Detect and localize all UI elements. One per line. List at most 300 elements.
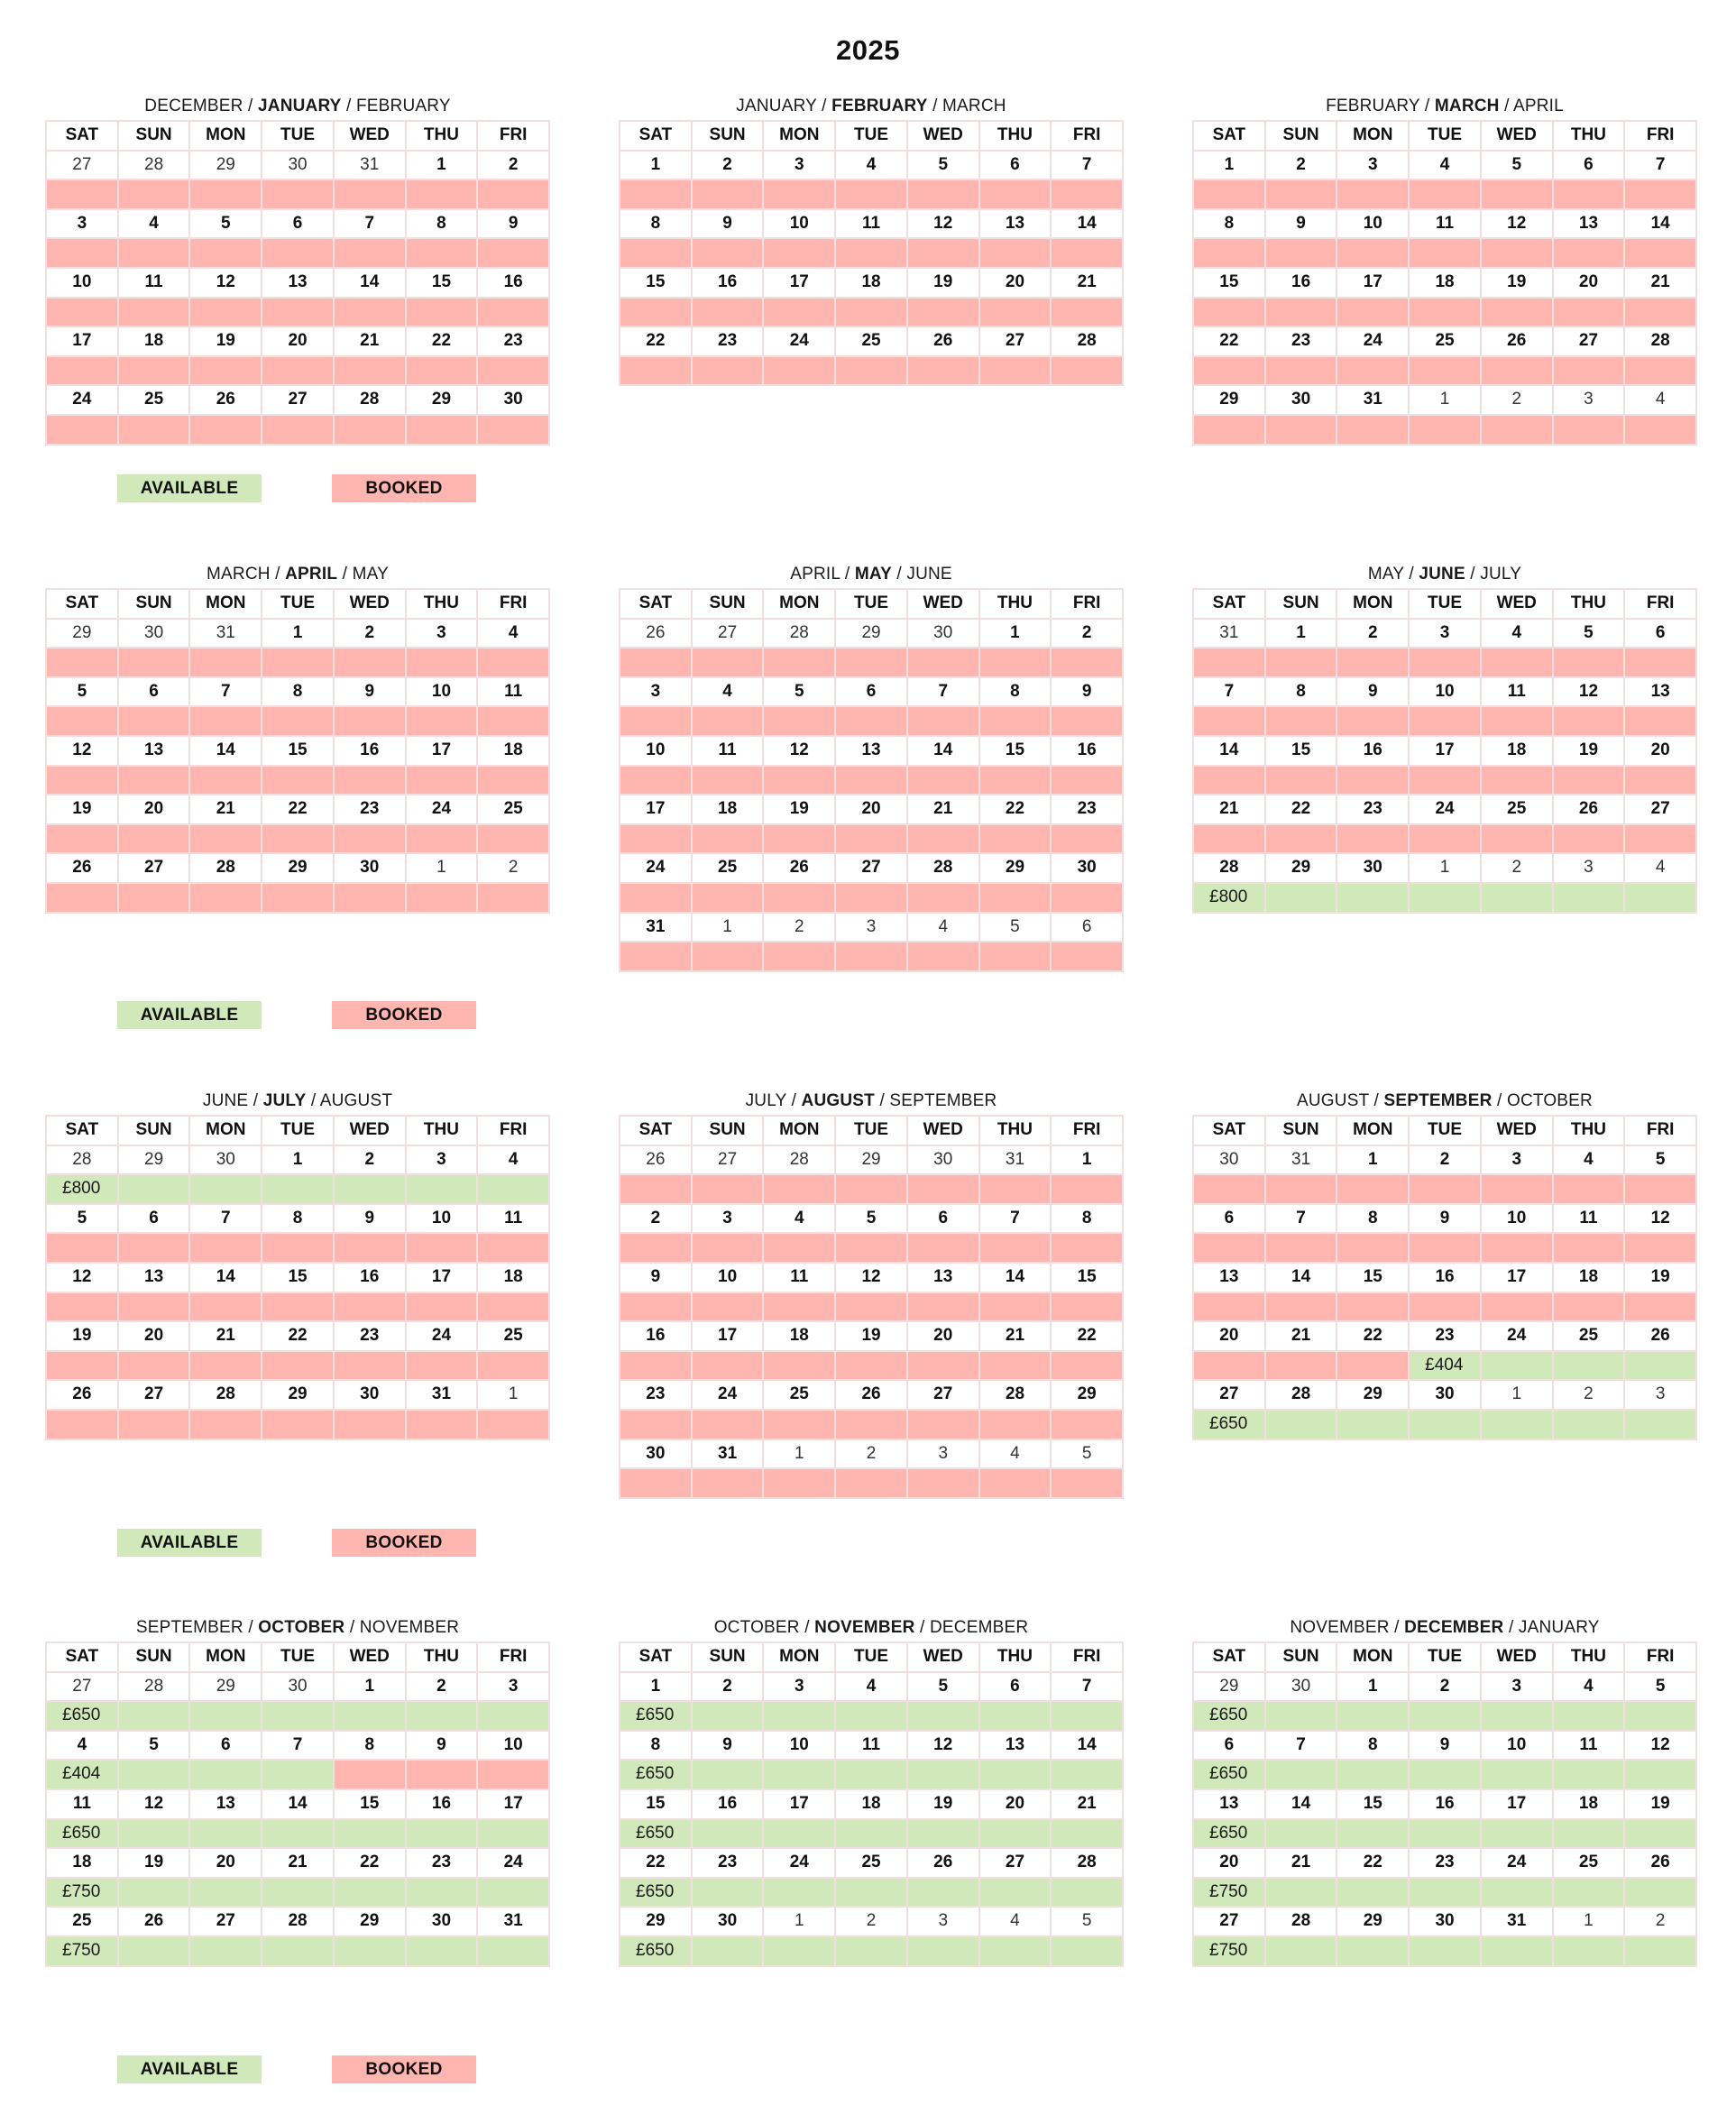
date-cell[interactable]: 3	[908, 1440, 980, 1470]
booked-cell[interactable]	[190, 239, 262, 269]
booked-cell[interactable]	[262, 1411, 335, 1440]
date-cell[interactable]: 8	[1052, 1205, 1124, 1235]
booked-cell[interactable]	[407, 1293, 479, 1323]
available-cell[interactable]	[1625, 1937, 1697, 1967]
available-cell[interactable]	[1625, 1411, 1697, 1440]
date-cell[interactable]: 12	[836, 1264, 908, 1293]
date-cell[interactable]: 15	[980, 737, 1052, 767]
booked-cell[interactable]	[1194, 180, 1266, 210]
date-cell[interactable]: 15	[1337, 1264, 1410, 1293]
available-cell[interactable]	[836, 1761, 908, 1790]
date-cell[interactable]: 27	[1194, 1908, 1266, 1937]
date-cell[interactable]: 26	[908, 327, 980, 357]
booked-cell[interactable]	[1052, 648, 1124, 678]
available-cell[interactable]	[47, 1879, 119, 1908]
date-cell[interactable]: 3	[1410, 620, 1482, 649]
booked-cell[interactable]	[693, 1234, 765, 1264]
date-cell[interactable]: 1	[764, 1440, 836, 1470]
date-cell[interactable]: 23	[335, 795, 407, 825]
date-cell[interactable]: 29	[1052, 1381, 1124, 1411]
date-cell[interactable]: 8	[620, 210, 693, 240]
booked-cell[interactable]	[1482, 767, 1554, 796]
date-cell[interactable]: 28	[335, 386, 407, 416]
booked-cell[interactable]	[836, 299, 908, 328]
available-cell[interactable]	[764, 1937, 836, 1967]
booked-cell[interactable]	[836, 1411, 908, 1440]
booked-cell[interactable]	[478, 707, 550, 737]
available-cell[interactable]	[335, 1879, 407, 1908]
booked-cell[interactable]	[980, 1469, 1052, 1499]
available-cell[interactable]	[764, 1820, 836, 1850]
date-cell[interactable]: 4	[764, 1205, 836, 1235]
date-cell[interactable]: 20	[119, 1322, 191, 1352]
date-cell[interactable]: 15	[262, 737, 335, 767]
booked-cell[interactable]	[1625, 767, 1697, 796]
available-cell[interactable]	[1482, 1352, 1554, 1382]
booked-cell[interactable]	[1337, 825, 1410, 855]
available-cell[interactable]	[836, 1879, 908, 1908]
date-cell[interactable]: 11	[478, 1205, 550, 1235]
booked-cell[interactable]	[836, 942, 908, 972]
booked-cell[interactable]	[836, 180, 908, 210]
available-cell[interactable]	[190, 1175, 262, 1205]
booked-cell[interactable]	[119, 1352, 191, 1382]
date-cell[interactable]: 26	[764, 854, 836, 884]
date-cell[interactable]: 29	[836, 620, 908, 649]
booked-cell[interactable]	[1625, 416, 1697, 446]
date-cell[interactable]: 2	[1052, 620, 1124, 649]
available-cell[interactable]	[190, 1702, 262, 1732]
booked-cell[interactable]	[693, 648, 765, 678]
booked-cell[interactable]	[764, 767, 836, 796]
booked-cell[interactable]	[693, 1469, 765, 1499]
date-cell[interactable]: 22	[1194, 327, 1266, 357]
available-cell[interactable]	[1482, 1702, 1554, 1732]
date-cell[interactable]: 14	[980, 1264, 1052, 1293]
booked-cell[interactable]	[119, 1234, 191, 1264]
date-cell[interactable]: 14	[1266, 1790, 1338, 1820]
booked-cell[interactable]	[1194, 1234, 1266, 1264]
date-cell[interactable]: 15	[407, 269, 479, 299]
available-cell[interactable]	[262, 1937, 335, 1967]
date-cell[interactable]: 7	[1194, 678, 1266, 708]
date-cell[interactable]: 1	[620, 1673, 693, 1703]
booked-cell[interactable]	[119, 416, 191, 446]
date-cell[interactable]: 30	[262, 1673, 335, 1703]
booked-cell[interactable]	[764, 1293, 836, 1323]
date-cell[interactable]: 7	[908, 678, 980, 708]
booked-cell[interactable]	[478, 1293, 550, 1323]
booked-cell[interactable]	[47, 1234, 119, 1264]
date-cell[interactable]: 10	[407, 1205, 479, 1235]
date-cell[interactable]: 22	[262, 1322, 335, 1352]
date-cell[interactable]: 3	[1625, 1381, 1697, 1411]
available-cell[interactable]	[1625, 1820, 1697, 1850]
date-cell[interactable]: 22	[620, 1849, 693, 1879]
available-cell[interactable]	[1410, 1820, 1482, 1850]
date-cell[interactable]: 18	[764, 1322, 836, 1352]
date-cell[interactable]: 30	[190, 1146, 262, 1176]
date-cell[interactable]: 28	[1052, 1849, 1124, 1879]
date-cell[interactable]: 22	[1337, 1322, 1410, 1352]
date-cell[interactable]: 19	[190, 327, 262, 357]
date-cell[interactable]: 13	[980, 1732, 1052, 1761]
booked-cell[interactable]	[980, 707, 1052, 737]
date-cell[interactable]: 22	[262, 795, 335, 825]
booked-cell[interactable]	[764, 648, 836, 678]
date-cell[interactable]: 2	[693, 1673, 765, 1703]
date-cell[interactable]: 11	[836, 1732, 908, 1761]
booked-cell[interactable]	[620, 180, 693, 210]
booked-cell[interactable]	[1194, 648, 1266, 678]
date-cell[interactable]: 10	[764, 210, 836, 240]
booked-cell[interactable]	[1052, 239, 1124, 269]
available-cell[interactable]	[47, 1820, 119, 1850]
date-cell[interactable]: 26	[620, 1146, 693, 1176]
date-cell[interactable]: 30	[1410, 1381, 1482, 1411]
date-cell[interactable]: 31	[1482, 1908, 1554, 1937]
date-cell[interactable]: 28	[1266, 1381, 1338, 1411]
date-cell[interactable]: 17	[620, 795, 693, 825]
available-cell[interactable]	[1266, 1702, 1338, 1732]
available-cell[interactable]	[335, 1820, 407, 1850]
date-cell[interactable]: 17	[1410, 737, 1482, 767]
date-cell[interactable]: 26	[620, 620, 693, 649]
date-cell[interactable]: 15	[620, 269, 693, 299]
booked-cell[interactable]	[1266, 1234, 1338, 1264]
date-cell[interactable]: 12	[1625, 1732, 1697, 1761]
booked-cell[interactable]	[190, 648, 262, 678]
booked-cell[interactable]	[335, 180, 407, 210]
date-cell[interactable]: 29	[190, 1673, 262, 1703]
date-cell[interactable]: 8	[1266, 678, 1338, 708]
booked-cell[interactable]	[980, 942, 1052, 972]
date-cell[interactable]: 18	[693, 795, 765, 825]
booked-cell[interactable]	[1625, 1175, 1697, 1205]
available-cell[interactable]	[1410, 1702, 1482, 1732]
date-cell[interactable]: 29	[1337, 1381, 1410, 1411]
date-cell[interactable]: 22	[335, 1849, 407, 1879]
booked-cell[interactable]	[1410, 648, 1482, 678]
date-cell[interactable]: 2	[1337, 620, 1410, 649]
booked-cell[interactable]	[1052, 180, 1124, 210]
booked-cell[interactable]	[693, 1175, 765, 1205]
date-cell[interactable]: 29	[836, 1146, 908, 1176]
date-cell[interactable]: 30	[1410, 1908, 1482, 1937]
available-cell[interactable]	[119, 1820, 191, 1850]
date-cell[interactable]: 19	[836, 1322, 908, 1352]
date-cell[interactable]: 7	[1266, 1205, 1338, 1235]
booked-cell[interactable]	[478, 416, 550, 446]
date-cell[interactable]: 9	[693, 1732, 765, 1761]
available-cell[interactable]	[1410, 884, 1482, 914]
booked-cell[interactable]	[908, 1469, 980, 1499]
date-cell[interactable]: 8	[980, 678, 1052, 708]
available-cell[interactable]	[1052, 1820, 1124, 1850]
booked-cell[interactable]	[836, 707, 908, 737]
booked-cell[interactable]	[764, 1469, 836, 1499]
booked-cell[interactable]	[693, 942, 765, 972]
date-cell[interactable]: 21	[190, 795, 262, 825]
booked-cell[interactable]	[1052, 1234, 1124, 1264]
available-cell[interactable]	[980, 1702, 1052, 1732]
date-cell[interactable]: 8	[407, 210, 479, 240]
booked-cell[interactable]	[119, 180, 191, 210]
date-cell[interactable]: 18	[836, 269, 908, 299]
booked-cell[interactable]	[335, 239, 407, 269]
available-cell[interactable]	[1266, 884, 1338, 914]
date-cell[interactable]: 2	[1482, 854, 1554, 884]
date-cell[interactable]: 27	[1194, 1381, 1266, 1411]
date-cell[interactable]: 2	[1410, 1673, 1482, 1703]
booked-cell[interactable]	[980, 1352, 1052, 1382]
booked-cell[interactable]	[764, 239, 836, 269]
booked-cell[interactable]	[980, 1293, 1052, 1323]
available-cell[interactable]	[980, 1820, 1052, 1850]
booked-cell[interactable]	[1194, 707, 1266, 737]
date-cell[interactable]: 1	[1194, 152, 1266, 181]
booked-cell[interactable]	[908, 1175, 980, 1205]
available-cell[interactable]	[1337, 1411, 1410, 1440]
available-cell[interactable]	[335, 1175, 407, 1205]
date-cell[interactable]: 16	[478, 269, 550, 299]
available-cell[interactable]	[620, 1937, 693, 1967]
available-cell[interactable]	[1194, 1702, 1266, 1732]
date-cell[interactable]: 30	[1266, 1673, 1338, 1703]
booked-cell[interactable]	[1052, 884, 1124, 914]
date-cell[interactable]: 21	[190, 1322, 262, 1352]
date-cell[interactable]: 18	[1410, 269, 1482, 299]
booked-cell[interactable]	[478, 884, 550, 914]
booked-cell[interactable]	[407, 1761, 479, 1790]
available-cell[interactable]	[1194, 1411, 1266, 1440]
date-cell[interactable]: 22	[1052, 1322, 1124, 1352]
booked-cell[interactable]	[980, 1411, 1052, 1440]
booked-cell[interactable]	[1052, 825, 1124, 855]
date-cell[interactable]: 2	[478, 152, 550, 181]
available-cell[interactable]	[119, 1175, 191, 1205]
date-cell[interactable]: 7	[190, 1205, 262, 1235]
date-cell[interactable]: 29	[47, 620, 119, 649]
date-cell[interactable]: 2	[407, 1673, 479, 1703]
date-cell[interactable]: 16	[693, 1790, 765, 1820]
date-cell[interactable]: 6	[1194, 1205, 1266, 1235]
date-cell[interactable]: 16	[693, 269, 765, 299]
booked-cell[interactable]	[407, 707, 479, 737]
date-cell[interactable]: 21	[1266, 1849, 1338, 1879]
date-cell[interactable]: 27	[119, 854, 191, 884]
date-cell[interactable]: 25	[836, 1849, 908, 1879]
date-cell[interactable]: 20	[262, 327, 335, 357]
booked-cell[interactable]	[1482, 648, 1554, 678]
date-cell[interactable]: 3	[407, 1146, 479, 1176]
date-cell[interactable]: 11	[836, 210, 908, 240]
date-cell[interactable]: 25	[764, 1381, 836, 1411]
date-cell[interactable]: 28	[262, 1908, 335, 1937]
date-cell[interactable]: 25	[478, 795, 550, 825]
date-cell[interactable]: 29	[119, 1146, 191, 1176]
booked-cell[interactable]	[119, 299, 191, 328]
date-cell[interactable]: 3	[620, 678, 693, 708]
date-cell[interactable]: 3	[1554, 386, 1626, 416]
booked-cell[interactable]	[335, 299, 407, 328]
date-cell[interactable]: 30	[119, 620, 191, 649]
booked-cell[interactable]	[1482, 1234, 1554, 1264]
booked-cell[interactable]	[190, 1411, 262, 1440]
booked-cell[interactable]	[407, 299, 479, 328]
booked-cell[interactable]	[478, 767, 550, 796]
booked-cell[interactable]	[407, 180, 479, 210]
booked-cell[interactable]	[119, 825, 191, 855]
booked-cell[interactable]	[620, 357, 693, 387]
booked-cell[interactable]	[47, 1411, 119, 1440]
available-cell[interactable]	[1482, 1879, 1554, 1908]
booked-cell[interactable]	[1482, 416, 1554, 446]
available-cell[interactable]	[908, 1879, 980, 1908]
booked-cell[interactable]	[119, 1411, 191, 1440]
date-cell[interactable]: 3	[1337, 152, 1410, 181]
date-cell[interactable]: 27	[693, 1146, 765, 1176]
available-cell[interactable]	[1410, 1879, 1482, 1908]
booked-cell[interactable]	[836, 1234, 908, 1264]
date-cell[interactable]: 31	[620, 914, 693, 943]
booked-cell[interactable]	[262, 825, 335, 855]
date-cell[interactable]: 12	[47, 737, 119, 767]
booked-cell[interactable]	[1266, 180, 1338, 210]
booked-cell[interactable]	[407, 416, 479, 446]
date-cell[interactable]: 19	[1554, 737, 1626, 767]
date-cell[interactable]: 3	[407, 620, 479, 649]
date-cell[interactable]: 23	[1052, 795, 1124, 825]
date-cell[interactable]: 28	[764, 1146, 836, 1176]
booked-cell[interactable]	[908, 1411, 980, 1440]
booked-cell[interactable]	[407, 1234, 479, 1264]
booked-cell[interactable]	[1625, 239, 1697, 269]
date-cell[interactable]: 5	[1625, 1146, 1697, 1176]
date-cell[interactable]: 10	[693, 1264, 765, 1293]
booked-cell[interactable]	[1052, 357, 1124, 387]
date-cell[interactable]: 21	[262, 1849, 335, 1879]
date-cell[interactable]: 28	[908, 854, 980, 884]
booked-cell[interactable]	[190, 1352, 262, 1382]
date-cell[interactable]: 11	[1554, 1732, 1626, 1761]
booked-cell[interactable]	[764, 299, 836, 328]
booked-cell[interactable]	[47, 1293, 119, 1323]
date-cell[interactable]: 10	[1482, 1732, 1554, 1761]
date-cell[interactable]: 3	[908, 1908, 980, 1937]
date-cell[interactable]: 10	[764, 1732, 836, 1761]
date-cell[interactable]: 2	[693, 152, 765, 181]
booked-cell[interactable]	[478, 648, 550, 678]
booked-cell[interactable]	[47, 825, 119, 855]
booked-cell[interactable]	[908, 1293, 980, 1323]
booked-cell[interactable]	[1410, 825, 1482, 855]
available-cell[interactable]	[1482, 884, 1554, 914]
available-cell[interactable]	[262, 1702, 335, 1732]
available-cell[interactable]	[764, 1879, 836, 1908]
booked-cell[interactable]	[1052, 1293, 1124, 1323]
date-cell[interactable]: 29	[980, 854, 1052, 884]
date-cell[interactable]: 2	[1625, 1908, 1697, 1937]
date-cell[interactable]: 25	[47, 1908, 119, 1937]
date-cell[interactable]: 10	[407, 678, 479, 708]
date-cell[interactable]: 3	[1482, 1673, 1554, 1703]
date-cell[interactable]: 2	[478, 854, 550, 884]
booked-cell[interactable]	[764, 1175, 836, 1205]
date-cell[interactable]: 17	[764, 1790, 836, 1820]
available-cell[interactable]	[478, 1702, 550, 1732]
booked-cell[interactable]	[190, 1293, 262, 1323]
date-cell[interactable]: 20	[1625, 737, 1697, 767]
date-cell[interactable]: 1	[1052, 1146, 1124, 1176]
booked-cell[interactable]	[693, 1293, 765, 1323]
booked-cell[interactable]	[1052, 942, 1124, 972]
date-cell[interactable]: 29	[1194, 1673, 1266, 1703]
booked-cell[interactable]	[1194, 416, 1266, 446]
booked-cell[interactable]	[693, 239, 765, 269]
date-cell[interactable]: 16	[1410, 1264, 1482, 1293]
available-cell[interactable]	[1337, 1879, 1410, 1908]
booked-cell[interactable]	[1337, 239, 1410, 269]
date-cell[interactable]: 8	[1337, 1732, 1410, 1761]
date-cell[interactable]: 20	[836, 795, 908, 825]
booked-cell[interactable]	[335, 1761, 407, 1790]
date-cell[interactable]: 5	[764, 678, 836, 708]
booked-cell[interactable]	[620, 1175, 693, 1205]
booked-cell[interactable]	[1052, 299, 1124, 328]
date-cell[interactable]: 4	[1554, 1146, 1626, 1176]
available-cell[interactable]	[262, 1175, 335, 1205]
available-cell[interactable]	[620, 1761, 693, 1790]
booked-cell[interactable]	[1625, 707, 1697, 737]
date-cell[interactable]: 14	[1052, 1732, 1124, 1761]
booked-cell[interactable]	[1194, 825, 1266, 855]
booked-cell[interactable]	[1337, 299, 1410, 328]
date-cell[interactable]: 3	[47, 210, 119, 240]
available-cell[interactable]	[1410, 1937, 1482, 1967]
booked-cell[interactable]	[693, 357, 765, 387]
booked-cell[interactable]	[1337, 648, 1410, 678]
date-cell[interactable]: 29	[190, 152, 262, 181]
date-cell[interactable]: 12	[1554, 678, 1626, 708]
date-cell[interactable]: 13	[908, 1264, 980, 1293]
date-cell[interactable]: 10	[478, 1732, 550, 1761]
booked-cell[interactable]	[478, 1352, 550, 1382]
booked-cell[interactable]	[1554, 1234, 1626, 1264]
date-cell[interactable]: 25	[836, 327, 908, 357]
date-cell[interactable]: 6	[262, 210, 335, 240]
booked-cell[interactable]	[1410, 299, 1482, 328]
available-cell[interactable]	[47, 1702, 119, 1732]
available-cell[interactable]	[1482, 1820, 1554, 1850]
booked-cell[interactable]	[1052, 1175, 1124, 1205]
date-cell[interactable]: 9	[693, 210, 765, 240]
available-cell[interactable]	[1052, 1879, 1124, 1908]
booked-cell[interactable]	[620, 707, 693, 737]
date-cell[interactable]: 1	[620, 152, 693, 181]
date-cell[interactable]: 27	[980, 327, 1052, 357]
booked-cell[interactable]	[1266, 239, 1338, 269]
date-cell[interactable]: 15	[1052, 1264, 1124, 1293]
booked-cell[interactable]	[1482, 299, 1554, 328]
date-cell[interactable]: 29	[262, 854, 335, 884]
booked-cell[interactable]	[478, 357, 550, 387]
booked-cell[interactable]	[620, 299, 693, 328]
available-cell[interactable]	[693, 1702, 765, 1732]
date-cell[interactable]: 17	[1337, 269, 1410, 299]
date-cell[interactable]: 29	[1337, 1908, 1410, 1937]
available-cell[interactable]	[1625, 884, 1697, 914]
